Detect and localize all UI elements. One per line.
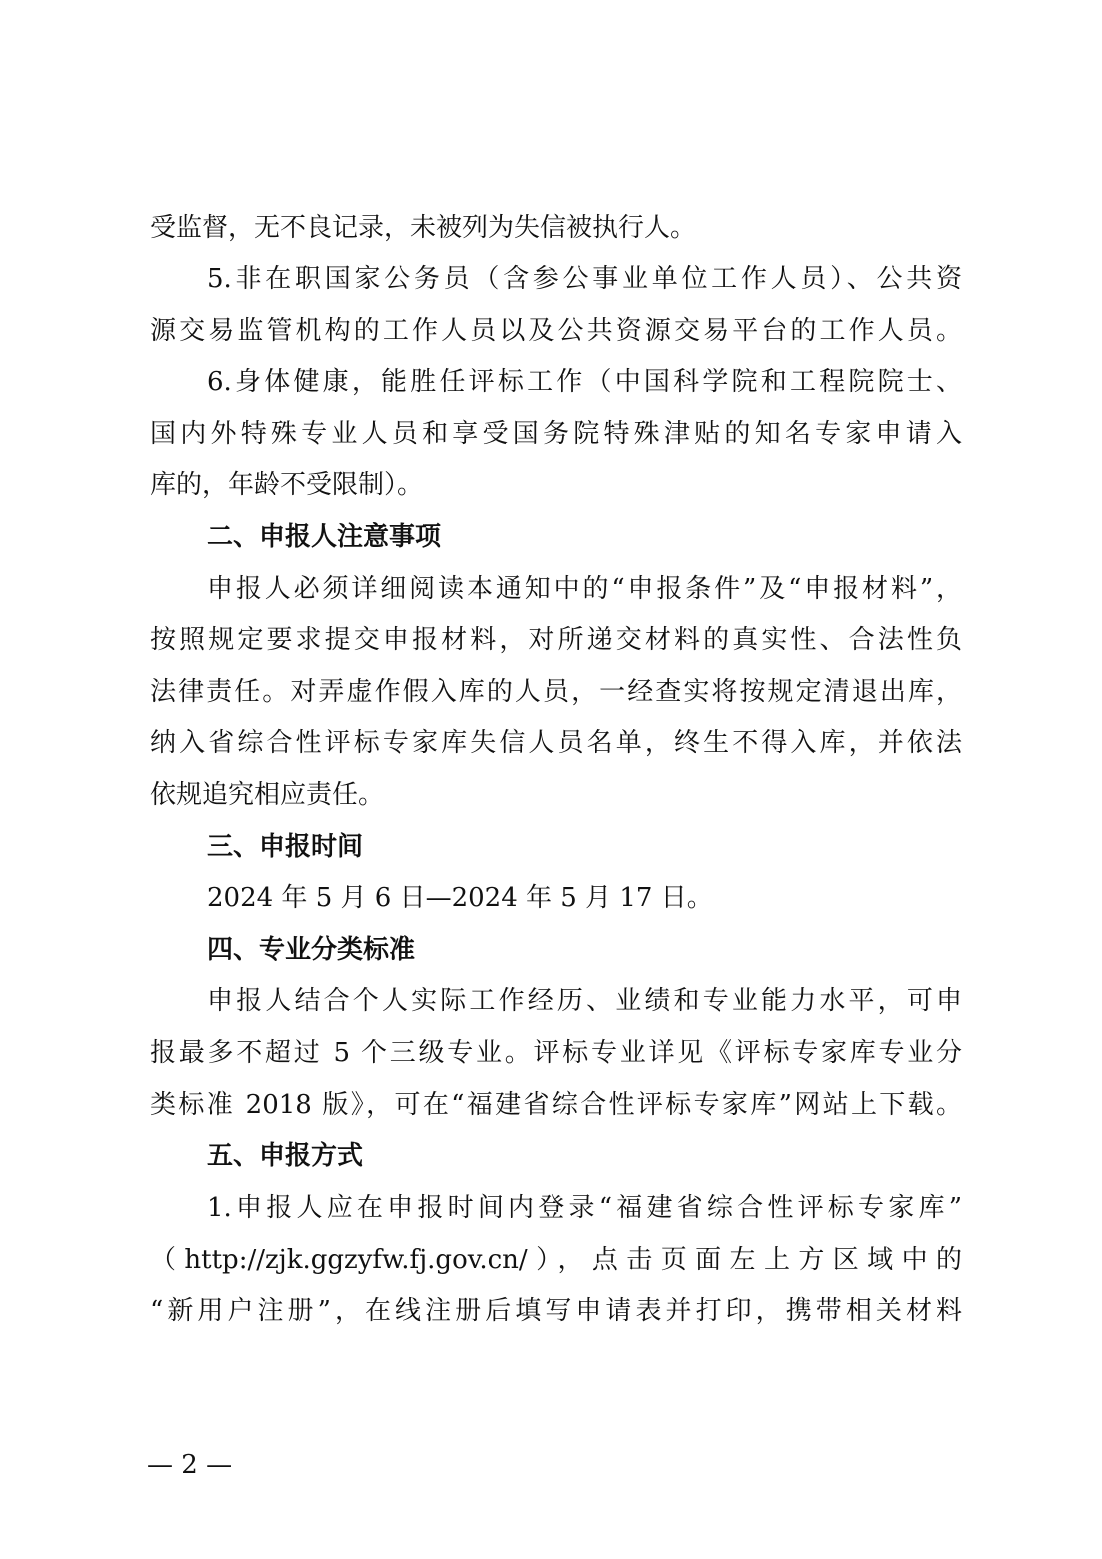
section-heading-4: 四、专业分类标准 <box>207 935 416 965</box>
paragraph-line: 1.申报人应在申报时间内登录“福建省综合性评标专家库” <box>207 1193 962 1223</box>
section-heading-3: 三、申报时间 <box>207 832 364 862</box>
paragraph-line: 按照规定要求提交申报材料，对所递交材料的真实性、合法性负 <box>150 625 962 655</box>
paragraph-line: “新用户注册”，在线注册后填写申请表并打印，携带相关材料 <box>150 1296 962 1326</box>
paragraph-line: 源交易监管机构的工作人员以及公共资源交易平台的工作人员。 <box>150 316 962 346</box>
page-number: — 2 — <box>147 1450 233 1480</box>
paragraph-line: 报最多不超过 5 个三级专业。评标专业详见《评标专家库专业分 <box>150 1038 962 1068</box>
paragraph-line: 申报人结合个人实际工作经历、业绩和专业能力水平，可申 <box>207 986 962 1016</box>
paragraph-line: 受监督，无不良记录，未被列为失信被执行人。 <box>150 213 697 243</box>
paragraph-line: 6.身体健康，能胜任评标工作（中国科学院和工程院院士、 <box>207 367 962 397</box>
paragraph-line: （http://zjk.ggzyfw.fj.gov.cn/），点击页面左上方区域中的 <box>150 1245 962 1275</box>
paragraph-line: 2024 年 5 月 6 日—2024 年 5 月 17 日。 <box>207 883 713 913</box>
section-heading-5: 五、申报方式 <box>207 1141 364 1171</box>
paragraph-line: 类标准 2018 版》，可在“福建省综合性评标专家库”网站上下载。 <box>150 1090 962 1120</box>
paragraph-line: 纳入省综合性评标专家库失信人员名单，终生不得入库，并依法 <box>150 728 962 758</box>
paragraph-line: 依规追究相应责任。 <box>150 780 385 810</box>
paragraph-line: 国内外特殊专业人员和享受国务院特殊津贴的知名专家申请入 <box>150 419 962 449</box>
paragraph-line: 法律责任。对弄虚作假入库的人员，一经查实将按规定清退出库， <box>150 677 962 707</box>
paragraph-line: 申报人必须详细阅读本通知中的“申报条件”及“申报材料”， <box>207 574 962 604</box>
paragraph-line: 库的，年龄不受限制）。 <box>150 470 424 500</box>
section-heading-2: 二、申报人注意事项 <box>207 522 442 552</box>
paragraph-line: 5.非在职国家公务员（含参公事业单位工作人员）、公共资 <box>207 264 962 294</box>
